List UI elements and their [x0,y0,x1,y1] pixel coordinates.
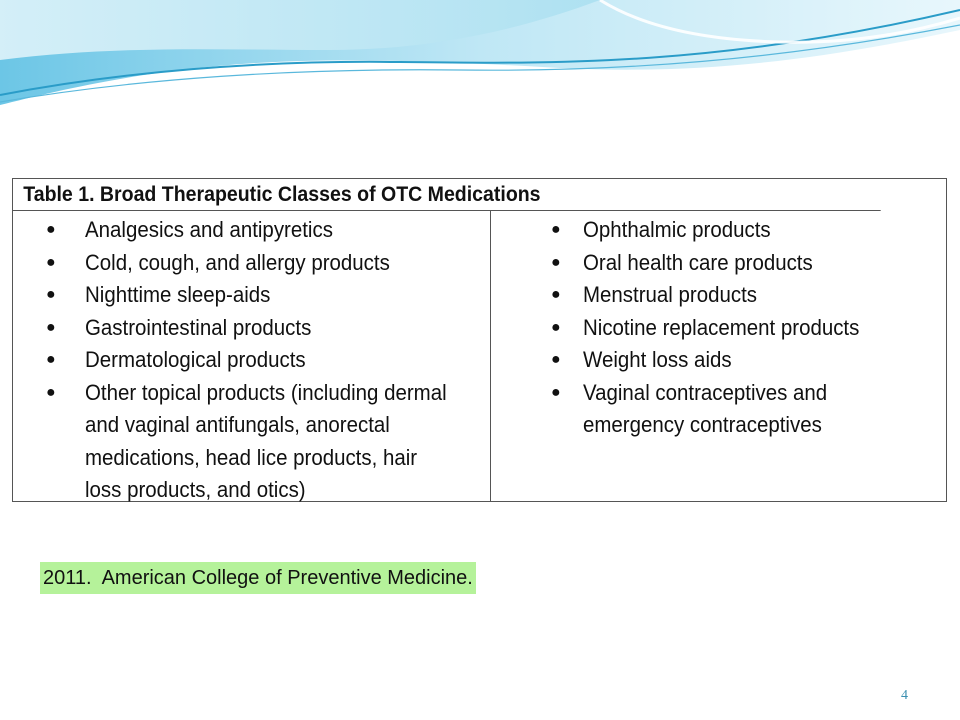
list-item: ● Gastrointestinal products [13,312,490,345]
list-item: ● Other topical products (including dermal and vaginal antifungals, anorectal medications, head lice products, hair loss products, and otics) [13,377,490,507]
bullet-icon: ● [46,221,56,238]
otc-classes-table [12,178,947,502]
bullet-icon: ● [46,351,56,368]
list-item: ● Ophthalmic products [491,214,946,247]
table-right-column [491,211,946,501]
list-item: ● Weight loss aids [491,344,946,377]
bullet-icon: ● [551,318,561,336]
bullet-icon: ● [551,383,561,401]
bullet-icon: ● [46,383,56,401]
left-list [13,211,490,507]
bullet-icon: ● [551,253,561,271]
list-item: ● Dermatological products [13,344,490,377]
list-item: ● Analgesics and antipyretics [13,214,490,247]
bullet-icon: ● [551,351,561,368]
table-left-column [13,211,491,501]
table-title: Table 1. Broad Therapeutic Classes of OTC Medications [13,179,881,211]
list-item: ● Menstrual products [491,279,946,312]
right-list [491,211,946,442]
list-item: ● Cold, cough, and allergy products [13,247,490,280]
bullet-icon: ● [46,318,56,336]
page-number: 4 [901,688,908,703]
bullet-icon: ● [551,221,561,238]
bullet-icon: ● [46,286,56,303]
list-item: ● Nicotine replacement products [491,312,946,345]
header-wave-decoration [0,0,960,110]
bullet-icon: ● [551,286,561,303]
list-item: ● Vaginal contraceptives and emergency contraceptives [491,377,946,442]
citation-highlight: 2011. American College of Preventive Medicine. [40,562,476,594]
list-item: ● Nighttime sleep-aids [13,279,490,312]
list-item: ● Oral health care products [491,247,946,280]
bullet-icon: ● [46,253,56,271]
